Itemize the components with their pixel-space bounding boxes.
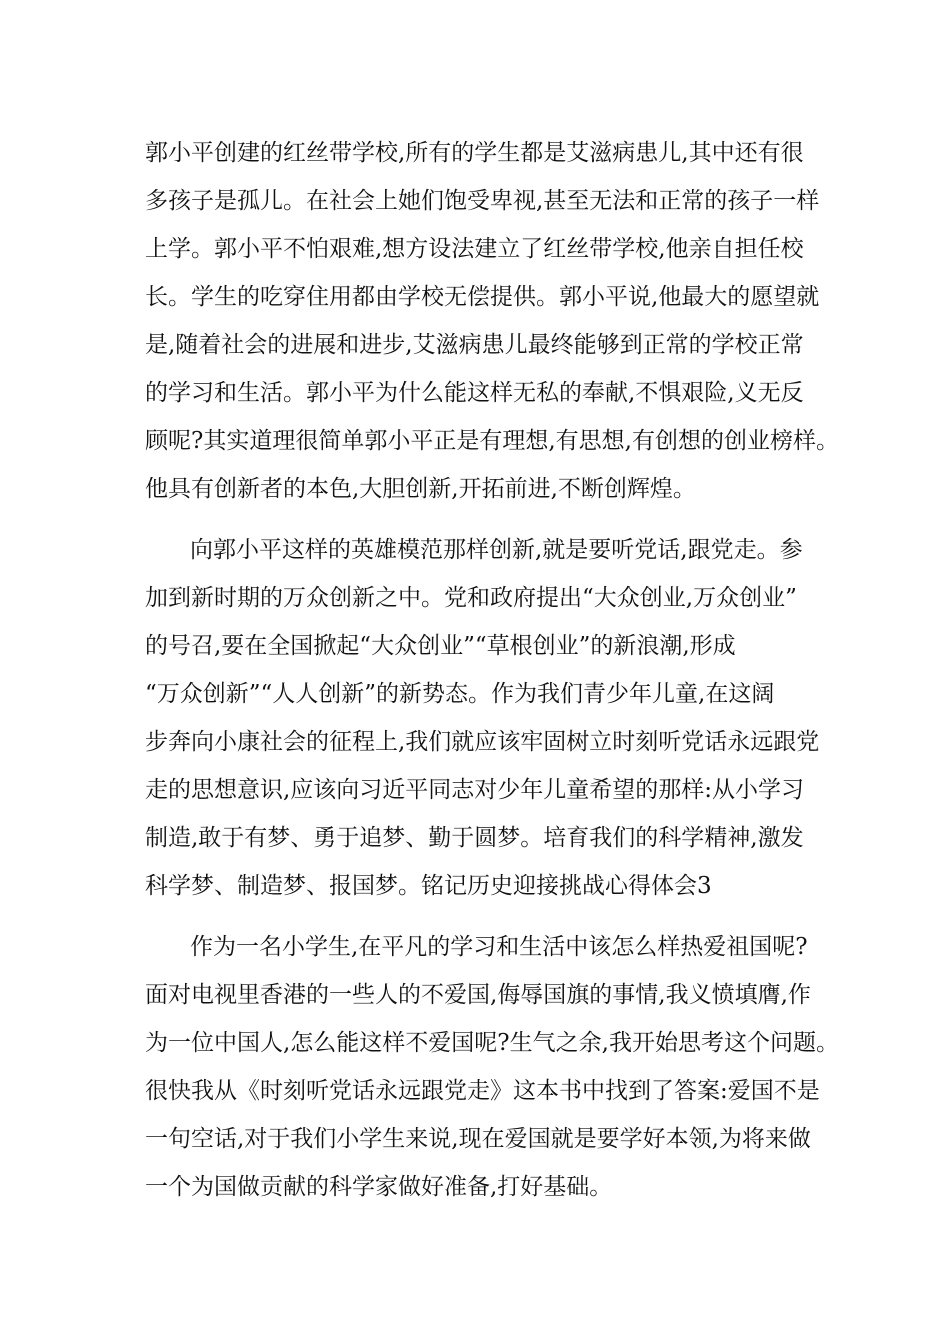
paragraph-1-line-4: 长。学生的吃穿住用都由学校无偿提供。郭小平说,他最大的愿望就 [145,284,820,310]
paragraph-3-line-4: 很快我从《时刻听党话永远跟党走》这本书中找到了答案:爱国不是 [145,1078,820,1104]
paragraph-3-line-5: 一句空话,对于我们小学生来说,现在爱国就是要学好本领,为将来做 [145,1126,811,1152]
paragraph-2-line-3: 的号召,要在全国掀起“大众创业”“草根创业”的新浪潮,形成 [145,633,736,659]
paragraph-3-line-2: 面对电视里香港的一些人的不爱国,侮辱国旗的事情,我义愤填膺,作 [145,982,811,1008]
paragraph-1-line-7: 顾呢?其实道理很简单郭小平正是有理想,有思想,有创想的创业榜样。 [145,428,839,454]
paragraph-3-line-3: 为一位中国人,怎么能这样不爱国呢?生气之余,我开始思考这个问题。 [145,1030,839,1056]
paragraph-2-line-2: 加到新时期的万众创新之中。党和政府提出“大众创业,万众创业” [145,585,797,611]
paragraph-1-line-8: 他具有创新者的本色,大胆创新,开拓前进,不断创辉煌。 [145,476,696,502]
paragraph-1-line-1: 郭小平创建的红丝带学校,所有的学生都是艾滋病患儿,其中还有很 [145,140,804,166]
paragraph-2-line-8: 科学梦、制造梦、报国梦。铭记历史迎接挑战心得体会3 [145,873,712,899]
paragraph-3-line-6: 一个为国做贡献的科学家做好准备,打好基础。 [145,1174,613,1200]
paragraph-1-line-5: 是,随着社会的进展和进步,艾滋病患儿最终能够到正常的学校正常 [145,332,804,358]
paragraph-3-line-1: 作为一名小学生,在平凡的学习和生活中该怎么样热爱祖国呢? [190,934,808,960]
paragraph-2-line-4: “万众创新”“人人创新”的新势态。作为我们青少年儿童,在这阔 [145,681,775,707]
paragraph-1-line-6: 的学习和生活。郭小平为什么能这样无私的奉献,不惧艰险,义无反 [145,380,804,406]
paragraph-2-line-5: 步奔向小康社会的征程上,我们就应该牢固树立时刻听党话永远跟党 [145,729,820,755]
paragraph-2-line-1: 向郭小平这样的英雄模范那样创新,就是要听党话,跟党走。参 [190,537,803,563]
paragraph-2-line-6: 走的思想意识,应该向习近平同志对少年儿童希望的那样:从小学习 [145,777,805,803]
paragraph-1-line-3: 上学。郭小平不怕艰难,想方设法建立了红丝带学校,他亲自担任校 [145,236,804,262]
paragraph-2-line-7: 制造,敢于有梦、勇于追梦、勤于圆梦。培育我们的科学精神,激发 [145,825,804,851]
paragraph-1-line-2: 多孩子是孤儿。在社会上她们饱受卑视,甚至无法和正常的孩子一样 [145,188,820,214]
